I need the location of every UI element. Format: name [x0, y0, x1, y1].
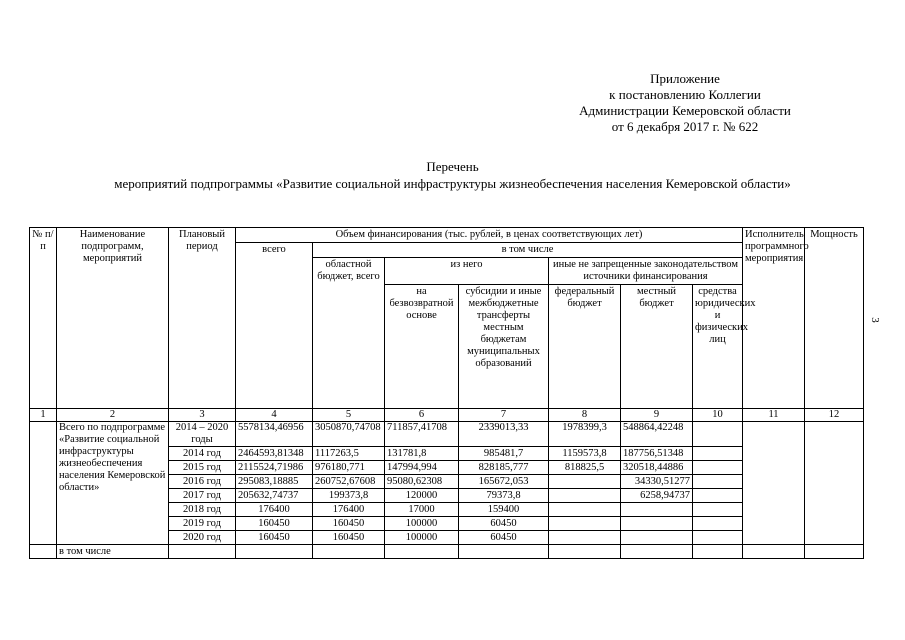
header-local: местный бюджет — [621, 285, 693, 409]
column-number: 3 — [169, 409, 236, 422]
regional-cell: 260752,67608 — [313, 475, 385, 489]
subsidies-cell: 159400 — [459, 503, 549, 517]
total-cell: 160450 — [236, 531, 313, 545]
regional-cell: 976180,771 — [313, 461, 385, 475]
row-num-cell — [30, 422, 57, 545]
appendix-line: Приложение — [650, 71, 720, 86]
legal-cell — [693, 503, 743, 517]
federal-cell — [549, 503, 621, 517]
nonrepayable-cell: 95080,62308 — [385, 475, 459, 489]
program-name: Всего по подпрограмме «Развитие социальной инфраструктуры жизнеобеспечения населения Кемеровской области» — [57, 422, 169, 545]
header-capacity: Мощность — [805, 228, 864, 409]
total-cell: 205632,74737 — [236, 489, 313, 503]
legal-cell — [693, 517, 743, 531]
period-cell: 2014 – 2020 годы — [169, 422, 236, 447]
column-number: 12 — [805, 409, 864, 422]
local-cell: 320518,44886 — [621, 461, 693, 475]
column-number: 5 — [313, 409, 385, 422]
header-executor: Исполнитель программного мероприятия — [743, 228, 805, 409]
column-number: 1 — [30, 409, 57, 422]
legal-cell — [693, 461, 743, 475]
subsidies-cell: 79373,8 — [459, 489, 549, 503]
header-name: Наименование подпрограмм, мероприятий — [57, 228, 169, 409]
empty-cell — [621, 545, 693, 559]
empty-cell — [459, 545, 549, 559]
nonrepayable-cell: 131781,8 — [385, 447, 459, 461]
nonrepayable-cell: 711857,41708 — [385, 422, 459, 447]
period-cell: 2018 год — [169, 503, 236, 517]
federal-cell — [549, 489, 621, 503]
column-number: 4 — [236, 409, 313, 422]
empty-cell — [313, 545, 385, 559]
appendix-date: от 6 декабря 2017 г. № 622 — [611, 119, 759, 134]
total-cell: 5578134,46956 — [236, 422, 313, 447]
appendix-line: Администрации Кемеровской области — [579, 103, 791, 118]
empty-cell — [385, 545, 459, 559]
regional-cell: 199373,8 — [313, 489, 385, 503]
total-cell: 176400 — [236, 503, 313, 517]
column-number: 2 — [57, 409, 169, 422]
nonrepayable-cell: 120000 — [385, 489, 459, 503]
subsidies-cell: 60450 — [459, 531, 549, 545]
local-cell — [621, 517, 693, 531]
nonrepayable-cell: 100000 — [385, 517, 459, 531]
header-other-sources: иные не запрещенные законодательством источники финансирования — [549, 258, 743, 285]
period-cell: 2017 год — [169, 489, 236, 503]
page-number: 3 — [868, 317, 881, 323]
local-cell: 187756,51348 — [621, 447, 693, 461]
subsidies-cell: 60450 — [459, 517, 549, 531]
document-title — [0, 158, 905, 192]
title-subtitle: мероприятий подпрограммы «Развитие социальной инфраструктуры жизнеобеспечения населения Кемеровской области» — [114, 176, 791, 191]
header-nonrepayable: на безвозвратной основе — [385, 285, 459, 409]
nonrepayable-cell: 100000 — [385, 531, 459, 545]
legal-cell — [693, 422, 743, 447]
period-cell: 2020 год — [169, 531, 236, 545]
empty-cell — [549, 545, 621, 559]
header-num: № п/п — [30, 228, 57, 409]
period-cell: 2019 год — [169, 517, 236, 531]
including-label: в том числе — [57, 545, 169, 559]
total-cell: 295083,18885 — [236, 475, 313, 489]
header-including: в том числе — [313, 243, 743, 258]
empty-cell — [805, 545, 864, 559]
total-cell: 160450 — [236, 517, 313, 531]
nonrepayable-cell: 17000 — [385, 503, 459, 517]
header-regional: областной бюджет, всего — [313, 258, 385, 409]
appendix-header — [560, 71, 810, 135]
nonrepayable-cell: 147994,994 — [385, 461, 459, 475]
header-legal: средства юридических и физических лиц — [693, 285, 743, 409]
header-funding: Объем финансирования (тыс. рублей, в ценах соответствующих лет) — [236, 228, 743, 243]
regional-cell: 176400 — [313, 503, 385, 517]
federal-cell: 818825,5 — [549, 461, 621, 475]
empty-cell — [169, 545, 236, 559]
local-cell: 548864,42248 — [621, 422, 693, 447]
period-cell: 2016 год — [169, 475, 236, 489]
header-total: всего — [236, 243, 313, 409]
subsidies-cell: 2339013,33 — [459, 422, 549, 447]
subsidies-cell: 165672,053 — [459, 475, 549, 489]
empty-cell — [693, 545, 743, 559]
federal-cell — [549, 475, 621, 489]
period-cell: 2014 год — [169, 447, 236, 461]
header-period: Плановый период — [169, 228, 236, 409]
column-number: 10 — [693, 409, 743, 422]
federal-cell: 1159573,8 — [549, 447, 621, 461]
period-cell: 2015 год — [169, 461, 236, 475]
column-number: 7 — [459, 409, 549, 422]
local-cell: 34330,51277 — [621, 475, 693, 489]
total-cell: 2464593,81348 — [236, 447, 313, 461]
legal-cell — [693, 531, 743, 545]
funding-table — [29, 227, 864, 559]
regional-cell: 160450 — [313, 517, 385, 531]
subsidies-cell: 985481,7 — [459, 447, 549, 461]
title-line: Перечень — [426, 159, 479, 174]
column-number: 6 — [385, 409, 459, 422]
header-subsidies: субсидии и иные межбюджетные трансферты местным бюджетам муниципальных образований — [459, 285, 549, 409]
federal-cell: 1978399,3 — [549, 422, 621, 447]
federal-cell — [549, 517, 621, 531]
subsidies-cell: 828185,777 — [459, 461, 549, 475]
column-number: 8 — [549, 409, 621, 422]
total-cell: 2115524,71986 — [236, 461, 313, 475]
legal-cell — [693, 447, 743, 461]
regional-cell: 1117263,5 — [313, 447, 385, 461]
column-number: 11 — [743, 409, 805, 422]
capacity-cell — [805, 422, 864, 545]
local-cell — [621, 531, 693, 545]
regional-cell: 3050870,74708 — [313, 422, 385, 447]
local-cell — [621, 503, 693, 517]
legal-cell — [693, 475, 743, 489]
empty-cell — [236, 545, 313, 559]
appendix-line: к постановлению Коллегии — [609, 87, 761, 102]
executor-cell — [743, 422, 805, 545]
header-of-which: из него — [385, 258, 549, 285]
row-num-cell — [30, 545, 57, 559]
regional-cell: 160450 — [313, 531, 385, 545]
empty-cell — [743, 545, 805, 559]
local-cell: 6258,94737 — [621, 489, 693, 503]
column-number: 9 — [621, 409, 693, 422]
header-federal: федеральный бюджет — [549, 285, 621, 409]
legal-cell — [693, 489, 743, 503]
federal-cell — [549, 531, 621, 545]
